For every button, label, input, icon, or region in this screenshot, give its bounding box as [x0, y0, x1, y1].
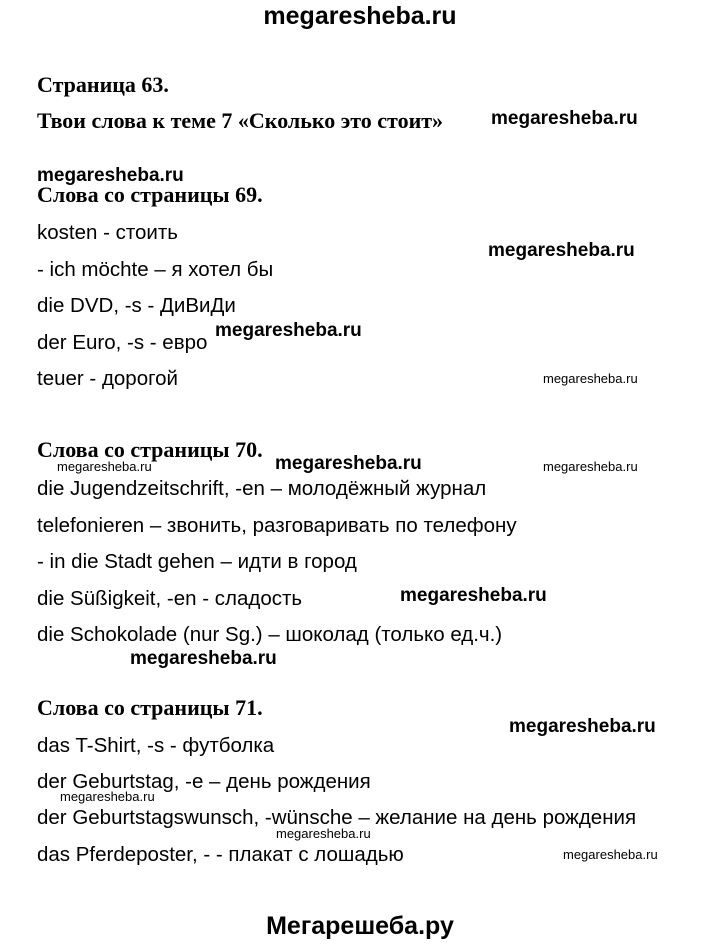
vocab-line: der Geburtstag, -e – день рождения [37, 770, 371, 793]
vocab-line: der Euro, -s - евро [37, 331, 208, 354]
watermark-small: megaresheba.ru [543, 459, 638, 474]
site-footer-watermark: Мегарешеба.ру [266, 912, 454, 940]
vocab-line: die DVD, -s - ДиВиДи [37, 294, 236, 317]
section-heading-71: Слова со страницы 71. [37, 695, 263, 720]
vocab-line: die Schokolade (nur Sg.) – шоколад (только ед.ч.) [37, 623, 503, 646]
vocab-line: - ich möchte – я хотел бы [37, 258, 274, 281]
topic-title: Твои слова к теме 7 «Сколько это стоит» [37, 108, 444, 133]
page-title: Страница 63. [37, 72, 169, 97]
vocab-line: - in die Stadt gehen – идти в город [37, 550, 357, 573]
vocab-line: das T-Shirt, -s - футболка [37, 734, 275, 757]
site-header-watermark: megaresheba.ru [263, 2, 457, 30]
vocab-line: die Süßigkeit, -en - сладость [37, 587, 303, 610]
watermark: megaresheba.ru [275, 453, 422, 474]
vocab-line: der Geburtstagswunsch, -wünsche – желание на день рождения [37, 806, 637, 829]
section-heading-69: Слова со страницы 69. [37, 182, 263, 207]
vocab-line: teuer - дорогой [37, 367, 178, 390]
vocab-line: die Jugendzeitschrift, -en – молодёжный журнал [37, 477, 487, 500]
watermark: megaresheba.ru [37, 165, 184, 186]
section-heading-70: Слова со страницы 70. [37, 437, 263, 462]
watermark-small: megaresheba.ru [563, 847, 658, 862]
watermark: megaresheba.ru [491, 108, 638, 129]
watermark-small: megaresheba.ru [543, 371, 638, 386]
watermark: megaresheba.ru [400, 585, 547, 606]
vocab-line: telefonieren – звонить, разговаривать по телефону [37, 514, 517, 537]
watermark: megaresheba.ru [509, 716, 656, 737]
watermark: megaresheba.ru [215, 320, 362, 341]
watermark-small: megaresheba.ru [276, 826, 371, 841]
vocab-line: das Pferdeposter, - - плакат с лошадью [37, 843, 404, 866]
watermark-small: megaresheba.ru [60, 789, 155, 804]
watermark: megaresheba.ru [488, 240, 635, 261]
watermark: megaresheba.ru [130, 648, 277, 669]
vocab-line: kosten - стоить [37, 221, 178, 244]
watermark-small: megaresheba.ru [57, 459, 152, 474]
